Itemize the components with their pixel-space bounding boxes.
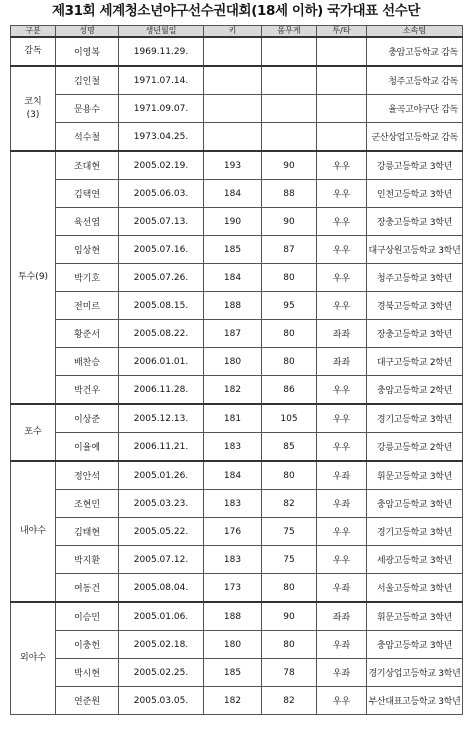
birthdate-cell: 2005.02.19. — [119, 151, 204, 180]
height-cell: 188 — [204, 602, 262, 631]
birthdate-cell: 1971.09.07. — [119, 95, 204, 123]
birthdate-cell: 2005.06.03. — [119, 180, 204, 208]
height-cell: 183 — [204, 433, 262, 462]
birthdate-cell: 2005.02.25. — [119, 659, 204, 687]
table-row — [11, 348, 463, 376]
height-cell: 185 — [204, 659, 262, 687]
table-row — [11, 95, 463, 123]
table-row — [11, 461, 463, 490]
team-cell: 경기고등학교 3학년 — [367, 404, 463, 433]
weight-cell: 90 — [262, 208, 317, 236]
throw-bat-cell — [317, 37, 367, 66]
weight-cell — [262, 123, 317, 152]
height-cell: 184 — [204, 180, 262, 208]
birthdate-cell: 2005.08.04. — [119, 574, 204, 603]
weight-cell: 80 — [262, 461, 317, 490]
throw-bat-cell: 우우 — [317, 264, 367, 292]
table-row — [11, 236, 463, 264]
throw-bat-cell — [317, 95, 367, 123]
height-cell: 173 — [204, 574, 262, 603]
group-role-cell — [11, 461, 56, 602]
group-role-cell — [11, 66, 56, 151]
player-name-cell: 이승민 — [56, 602, 119, 631]
table-row — [11, 490, 463, 518]
height-cell — [204, 95, 262, 123]
group-role-cell — [11, 37, 56, 66]
birthdate-cell: 2005.01.06. — [119, 602, 204, 631]
throw-bat-cell: 우좌 — [317, 659, 367, 687]
weight-cell: 78 — [262, 659, 317, 687]
table-row — [11, 37, 463, 66]
throw-bat-cell: 우좌 — [317, 574, 367, 603]
team-cell: 강릉고등학교 3학년 — [367, 151, 463, 180]
birthdate-cell: 2006.11.21. — [119, 433, 204, 462]
birthdate-cell: 2005.07.26. — [119, 264, 204, 292]
team-cell: 세광고등학교 3학년 — [367, 546, 463, 574]
height-cell: 183 — [204, 490, 262, 518]
weight-cell: 80 — [262, 348, 317, 376]
weight-cell: 90 — [262, 151, 317, 180]
weight-cell: 88 — [262, 180, 317, 208]
group-role-label: 외야수 — [19, 653, 47, 663]
team-cell: 경기상업고등학교 3학년 — [367, 659, 463, 687]
birthdate-cell: 2005.07.12. — [119, 546, 204, 574]
weight-cell: 95 — [262, 292, 317, 320]
throw-bat-cell — [317, 66, 367, 95]
weight-cell — [262, 37, 317, 66]
table-row — [11, 631, 463, 659]
weight-cell: 80 — [262, 320, 317, 348]
team-cell: 서울고등학교 3학년 — [367, 574, 463, 603]
weight-cell: 85 — [262, 433, 317, 462]
birthdate-cell: 2005.07.13. — [119, 208, 204, 236]
player-name-cell: 이율예 — [56, 433, 119, 462]
roster-body — [11, 37, 463, 715]
table-row — [11, 123, 463, 152]
header-height: 키 — [204, 26, 262, 38]
weight-cell — [262, 66, 317, 95]
group-role-label: 포수 — [24, 427, 42, 437]
throw-bat-cell: 우우 — [317, 292, 367, 320]
team-cell: 휘문고등학교 3학년 — [367, 461, 463, 490]
page-title: 제31회 세계청소년야구선수권대회(18세 이하) 국가대표 선수단 — [51, 3, 421, 19]
player-name-cell: 박시현 — [56, 659, 119, 687]
height-cell: 180 — [204, 348, 262, 376]
throw-bat-cell: 우좌 — [317, 490, 367, 518]
height-cell: 188 — [204, 292, 262, 320]
team-cell: 장충고등학교 3학년 — [367, 208, 463, 236]
group-role-label: 코치 — [24, 96, 42, 107]
player-name-cell: 정안석 — [56, 461, 119, 490]
player-name-cell: 조현민 — [56, 490, 119, 518]
group-role-cell — [11, 151, 56, 404]
player-name-cell: 조대현 — [56, 151, 119, 180]
table-row — [11, 208, 463, 236]
throw-bat-cell — [317, 123, 367, 152]
team-cell: 강릉고등학교 2학년 — [367, 433, 463, 462]
height-cell — [204, 66, 262, 95]
team-cell: 인천고등학교 3학년 — [367, 180, 463, 208]
player-name-cell: 연준원 — [56, 687, 119, 715]
player-name-cell: 육선엽 — [56, 208, 119, 236]
team-cell: 충암고등학교 감독 — [367, 37, 463, 66]
header-row — [11, 26, 463, 38]
throw-bat-cell: 우우 — [317, 404, 367, 433]
height-cell: 185 — [204, 236, 262, 264]
birthdate-cell: 2005.07.16. — [119, 236, 204, 264]
table-row — [11, 151, 463, 180]
team-cell: 휘문고등학교 3학년 — [367, 602, 463, 631]
table-row — [11, 433, 463, 462]
player-name-cell: 김택연 — [56, 180, 119, 208]
birthdate-cell: 1973.04.25. — [119, 123, 204, 152]
weight-cell: 90 — [262, 602, 317, 631]
throw-bat-cell: 우좌 — [317, 631, 367, 659]
player-name-cell: 황준서 — [56, 320, 119, 348]
group-role-cell — [11, 404, 56, 461]
team-cell: 대구상원고등학교 3학년 — [367, 236, 463, 264]
birthdate-cell: 2005.05.22. — [119, 518, 204, 546]
team-cell: 경기고등학교 3학년 — [367, 518, 463, 546]
weight-cell — [262, 95, 317, 123]
table-row — [11, 376, 463, 405]
player-name-cell: 임상현 — [56, 236, 119, 264]
height-cell: 187 — [204, 320, 262, 348]
team-cell: 충암고등학교 2학년 — [367, 376, 463, 405]
header-weight: 몸무게 — [262, 26, 317, 38]
throw-bat-cell: 우좌 — [317, 461, 367, 490]
weight-cell: 82 — [262, 687, 317, 715]
weight-cell: 75 — [262, 546, 317, 574]
team-cell: 충암고등학교 3학년 — [367, 490, 463, 518]
weight-cell: 80 — [262, 264, 317, 292]
table-row — [11, 574, 463, 603]
group-role-cell — [11, 602, 56, 715]
height-cell — [204, 123, 262, 152]
throw-bat-cell: 좌좌 — [317, 348, 367, 376]
group-role-label: 투수(9) — [17, 272, 49, 282]
birthdate-cell: 2005.01.26. — [119, 461, 204, 490]
group-role-label: (3) — [26, 109, 40, 120]
weight-cell: 82 — [262, 490, 317, 518]
team-cell: 대구고등학교 2학년 — [367, 348, 463, 376]
height-cell: 182 — [204, 687, 262, 715]
throw-bat-cell: 우우 — [317, 208, 367, 236]
throw-bat-cell: 우우 — [317, 236, 367, 264]
height-cell: 180 — [204, 631, 262, 659]
player-name-cell: 박건우 — [56, 376, 119, 405]
team-cell: 부산대표고등학교 3학년 — [367, 687, 463, 715]
height-cell: 183 — [204, 546, 262, 574]
table-row — [11, 66, 463, 95]
table-row — [11, 546, 463, 574]
height-cell: 182 — [204, 376, 262, 405]
roster-table — [10, 25, 463, 715]
height-cell: 184 — [204, 461, 262, 490]
group-role-label: 내야수 — [19, 526, 47, 536]
player-name-cell: 문용수 — [56, 95, 119, 123]
player-name-cell: 박지환 — [56, 546, 119, 574]
player-name-cell: 전미르 — [56, 292, 119, 320]
birthdate-cell: 2005.12.13. — [119, 404, 204, 433]
weight-cell: 105 — [262, 404, 317, 433]
throw-bat-cell: 우우 — [317, 376, 367, 405]
birthdate-cell: 2006.01.01. — [119, 348, 204, 376]
weight-cell: 80 — [262, 574, 317, 603]
height-cell — [204, 37, 262, 66]
birthdate-cell: 2005.03.23. — [119, 490, 204, 518]
height-cell: 181 — [204, 404, 262, 433]
player-name-cell: 배찬승 — [56, 348, 119, 376]
player-name-cell: 이영복 — [56, 37, 119, 66]
throw-bat-cell: 좌좌 — [317, 320, 367, 348]
header-throw-bat: 투/타 — [317, 26, 367, 38]
table-row — [11, 687, 463, 715]
header-name: 성명 — [56, 26, 119, 38]
player-name-cell: 박기호 — [56, 264, 119, 292]
birthdate-cell: 2006.11.28. — [119, 376, 204, 405]
table-row — [11, 602, 463, 631]
birthdate-cell: 2005.08.15. — [119, 292, 204, 320]
team-cell: 장충고등학교 3학년 — [367, 320, 463, 348]
weight-cell: 87 — [262, 236, 317, 264]
throw-bat-cell: 우우 — [317, 433, 367, 462]
team-cell: 충암고등학교 3학년 — [367, 631, 463, 659]
header-division: 구분 — [11, 26, 56, 38]
weight-cell: 80 — [262, 631, 317, 659]
team-cell: 청주고등학교 3학년 — [367, 264, 463, 292]
player-name-cell: 이충헌 — [56, 631, 119, 659]
birthdate-cell: 2005.08.22. — [119, 320, 204, 348]
table-row — [11, 264, 463, 292]
birthdate-cell: 1971.07.14. — [119, 66, 204, 95]
player-name-cell: 석수철 — [56, 123, 119, 152]
birthdate-cell: 1969.11.29. — [119, 37, 204, 66]
table-row — [11, 180, 463, 208]
team-cell: 군산상업고등학교 감독 — [367, 123, 463, 152]
player-name-cell: 여동건 — [56, 574, 119, 603]
group-role-label: 감독 — [24, 46, 42, 56]
throw-bat-cell: 우우 — [317, 518, 367, 546]
team-cell: 청주고등학교 감독 — [367, 66, 463, 95]
throw-bat-cell: 우우 — [317, 180, 367, 208]
height-cell: 184 — [204, 264, 262, 292]
team-cell: 율곡고야구단 감독 — [367, 95, 463, 123]
height-cell: 190 — [204, 208, 262, 236]
player-name-cell: 김인철 — [56, 66, 119, 95]
weight-cell: 86 — [262, 376, 317, 405]
team-cell: 경북고등학교 3학년 — [367, 292, 463, 320]
throw-bat-cell: 우우 — [317, 151, 367, 180]
weight-cell: 75 — [262, 518, 317, 546]
height-cell: 176 — [204, 518, 262, 546]
table-row — [11, 404, 463, 433]
table-row — [11, 320, 463, 348]
birthdate-cell: 2005.02.18. — [119, 631, 204, 659]
header-team: 소속팀 — [367, 26, 463, 38]
header-birthdate: 생년월일 — [119, 26, 204, 38]
player-name-cell: 이상준 — [56, 404, 119, 433]
table-row — [11, 292, 463, 320]
birthdate-cell: 2005.03.05. — [119, 687, 204, 715]
table-row — [11, 518, 463, 546]
height-cell: 193 — [204, 151, 262, 180]
throw-bat-cell: 우우 — [317, 546, 367, 574]
player-name-cell: 김태현 — [56, 518, 119, 546]
throw-bat-cell: 우우 — [317, 687, 367, 715]
throw-bat-cell: 좌좌 — [317, 602, 367, 631]
table-row — [11, 659, 463, 687]
